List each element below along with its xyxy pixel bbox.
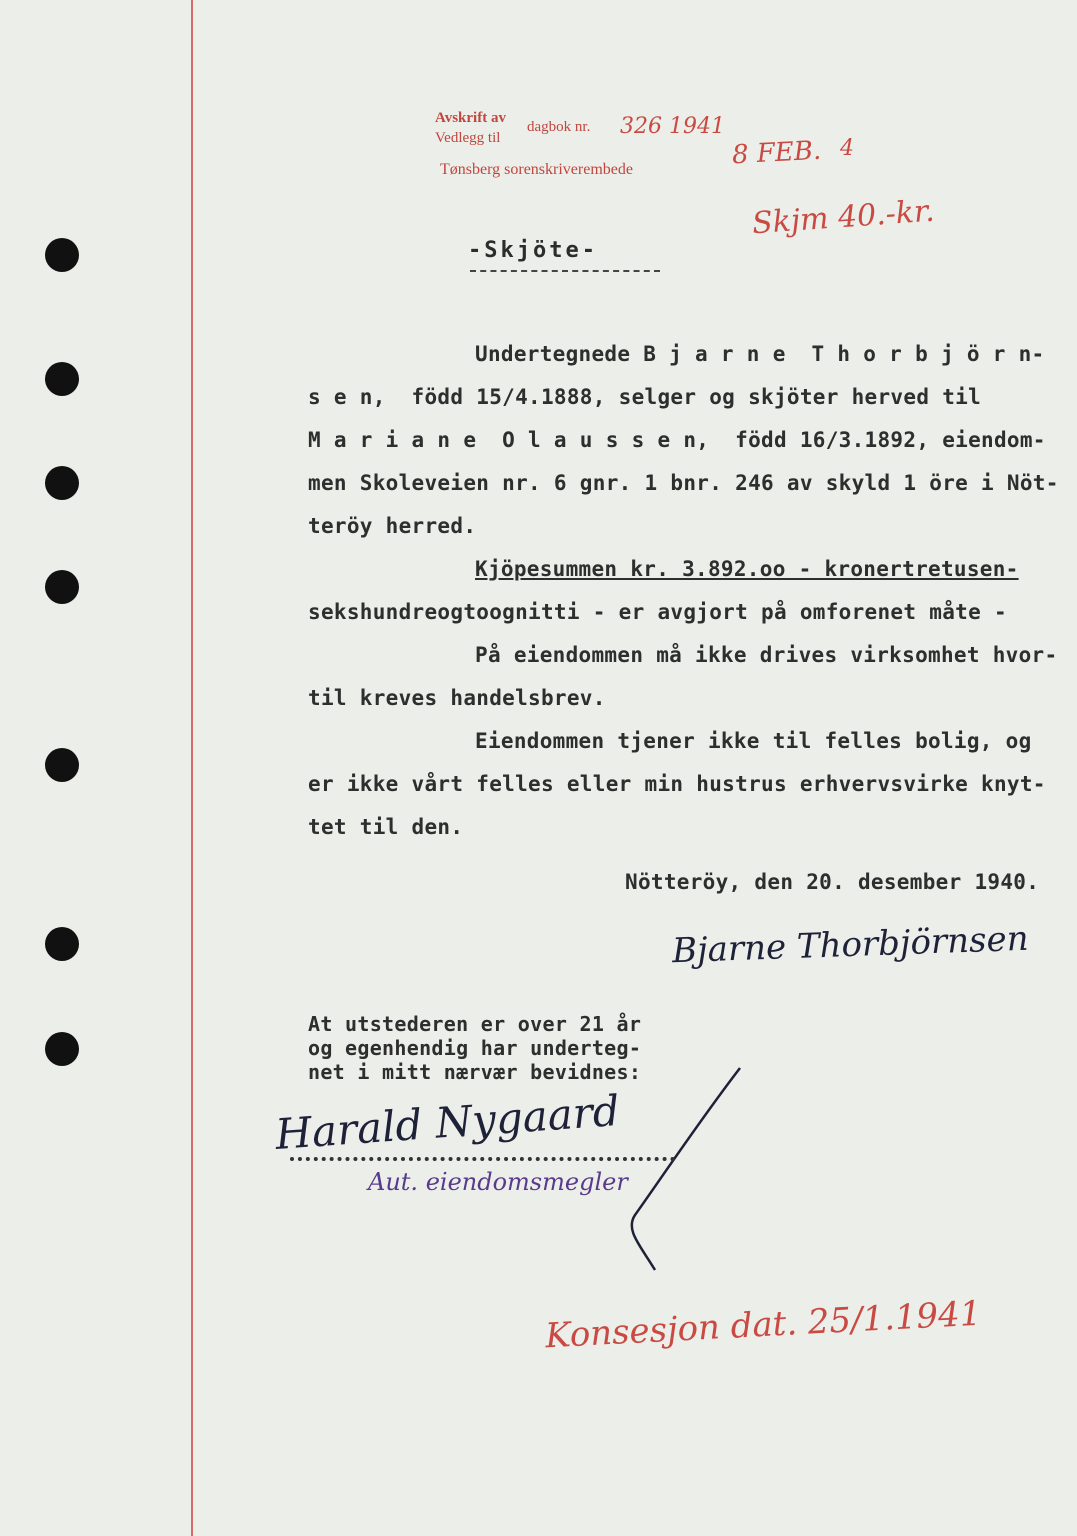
punch-hole [45, 1032, 79, 1066]
body-line: tet til den. [308, 815, 464, 839]
punch-hole [45, 570, 79, 604]
title-underline [470, 270, 660, 272]
body-line: På eiendommen må ikke drives virksomhet hvor- [475, 643, 1058, 667]
stamp-dagbok: dagbok nr. [527, 119, 591, 135]
punch-hole [45, 748, 79, 782]
body-line: Kjöpesummen kr. 3.892.oo - kronertretusen- [475, 557, 1019, 581]
stamp-vedlegg: Vedlegg til [435, 130, 501, 146]
punch-hole [45, 927, 79, 961]
punch-hole [45, 466, 79, 500]
body-line: teröy herred. [308, 514, 477, 538]
witness-role: Aut. eiendomsmegler [368, 1168, 628, 1196]
body-line: til kreves handelsbrev. [308, 686, 606, 710]
body-line: Undertegnede B j a r n e T h o r b j ö r n- [475, 342, 1045, 366]
seller-signature: Bjarne Thorbjörnsen [671, 918, 1030, 972]
witness-signature: Harald Nygaard [273, 1086, 622, 1159]
registration-mark: 4 [840, 136, 854, 161]
red-margin-line [191, 0, 193, 1536]
witness-line: net i mitt nærvær bevidnes: [308, 1060, 642, 1084]
place-date: Nötteröy, den 20. desember 1940. [625, 870, 1040, 894]
body-line: sekshundreogtoognitti - er avgjort på omforenet måte - [308, 600, 1007, 624]
signature-dotted-line [290, 1157, 675, 1161]
body-line: M a r i a n e O l a u s s e n, född 16/3.1892, eiendom- [308, 428, 1046, 452]
body-line: s e n, född 15/4.1888, selger og skjöter herved til [308, 385, 982, 409]
stamp-avskrift: Avskrift av [435, 110, 506, 126]
document-title: -Skjöte- [468, 238, 598, 263]
registration-date: 8 FEB. [731, 135, 822, 171]
body-line: Eiendommen tjener ikke til felles bolig, og [475, 729, 1032, 753]
witness-line: og egenhendig har underteg- [308, 1036, 642, 1060]
body-line: er ikke vårt felles eller min hustrus erhvervsvirke knyt- [308, 772, 1046, 796]
journal-number: 326 1941 [620, 114, 725, 139]
fee-note: Skjm 40.-kr. [751, 193, 936, 242]
punch-hole [45, 238, 79, 272]
witness-line: At utstederen er over 21 år [308, 1012, 642, 1036]
punch-hole [45, 362, 79, 396]
concession-note: Konsesjon dat. 25/1.1941 [544, 1293, 983, 1357]
body-line: men Skoleveien nr. 6 gnr. 1 bnr. 246 av skyld 1 öre i Nöt- [308, 471, 1059, 495]
stamp-office: Tønsberg sorenskriverembede [440, 161, 633, 178]
